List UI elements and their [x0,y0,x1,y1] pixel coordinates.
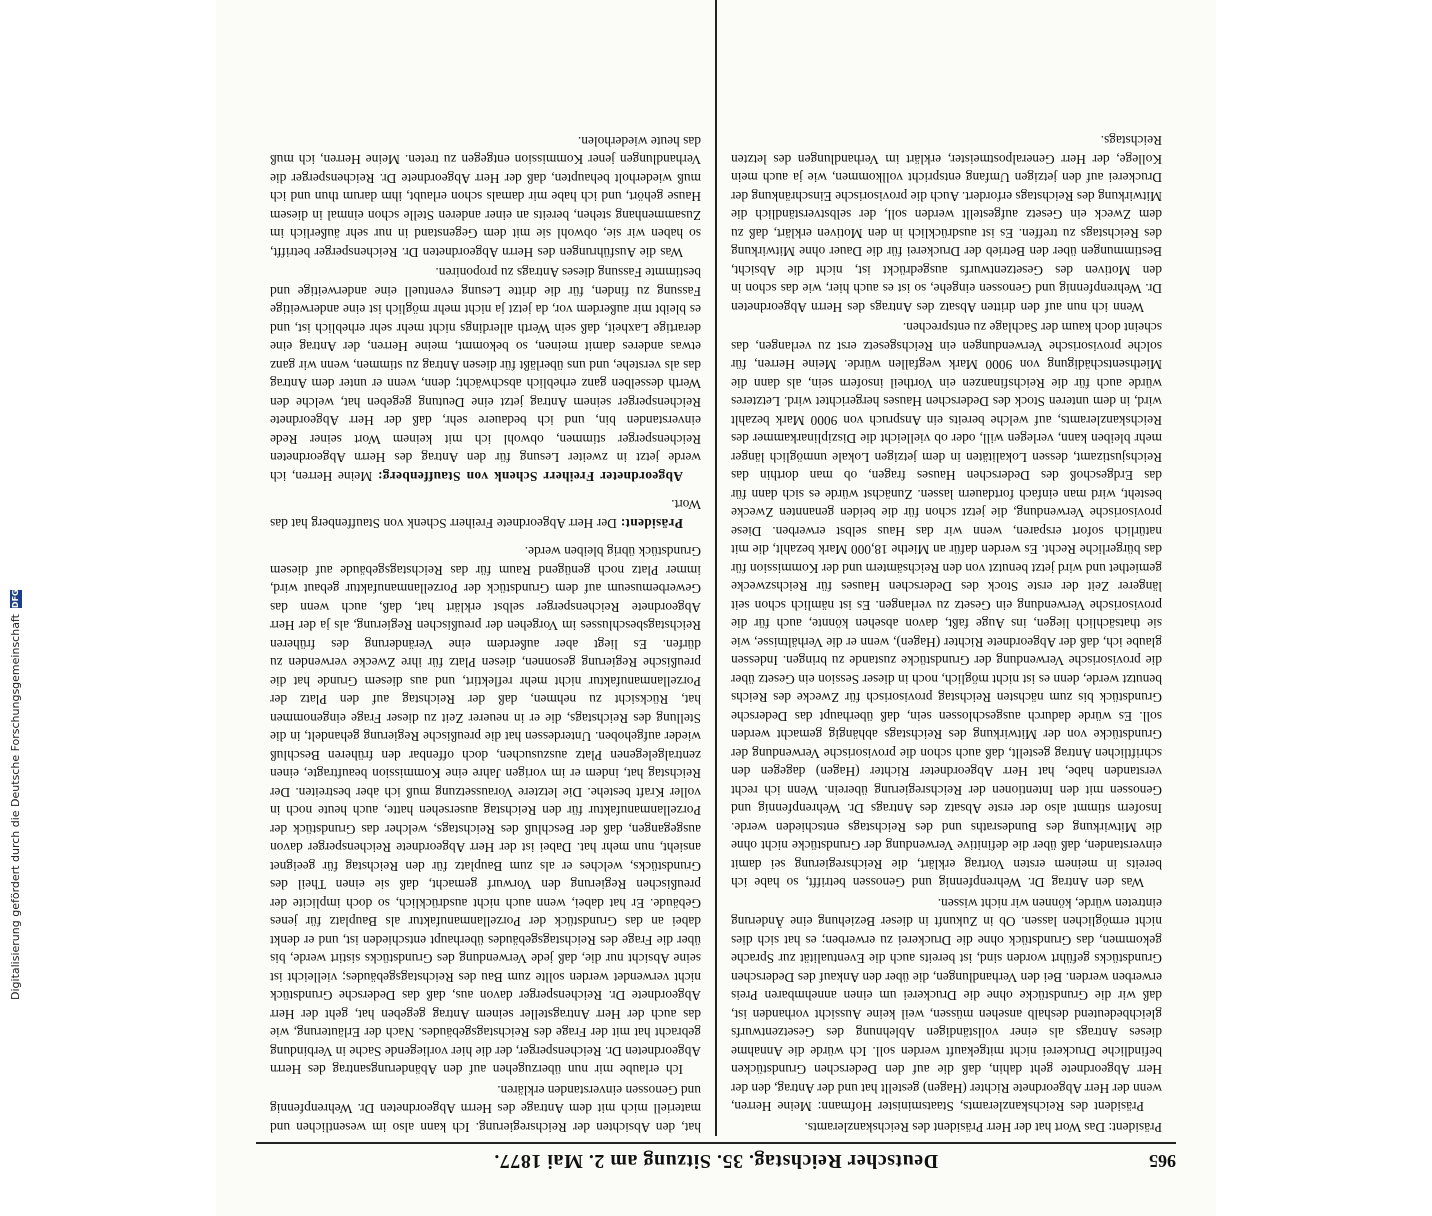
section-gap [270,485,701,493]
paragraph: Wenn ich nun auf den dritten Absatz des Antrags des Herrn Abgeordneten Dr. Wehrenpfennig und Genossen eingehe, so ist es auch hier, wie das schon in den Motiven des Gesetzentwurfs ausgedrückt ist, nicht die Absicht, Bestimmungen über den Betrieb der Druckerei für die Dauer ohne Mitwirkung des Reichstags zu treffen. Es ist ausdrücklich in den Motiven erklärt, daß zu dem Zweck ein Gesetz aufgestellt werden soll, der selbstverständlich die Mitwirkung des Reichstags erfordert. Auch die provisorische Einschränkung der Druckerei auf den jetzigen Umfang entspricht vollkommen, wie ja auch mein Kollege, der Herr Generalpostmeister, erklärt im Verhandlungen des letzten Reichstags. [731,133,1162,315]
speech-text: Der Herr Abgeordnete Freiherr Schenk von Stauffenberg hat das Wort. [270,497,701,531]
speech-paragraph [270,263,701,485]
paragraph: hat, den Absichten der Reichsregierung. Ich kann also im wesentlichen und materiell mich mit dem Antrage des Herrn Abgeordneten Dr. Wehrenpfennig und Genossen einverstanden erklären. [270,1083,701,1135]
digitization-credit [0,230,24,1000]
dfg-logo-icon: DFG [10,589,20,609]
section-gap [270,532,701,540]
speech-text: Meine Herren, ich werde jetzt in zweiter Lesung für den Antrag des Herrn Abgeordneten Reichensperger stimmen, obwohl ich mit keinem Wort seiner Rede einverstanden bin, und ich bedauere sehr, daß der Herr Abgeordnete Reichensperger seinem Antrag jetzt eine Deutung gegeben hat, welche den Werth desselben ganz erheblich abschwächt; denn, wenn er unter dem Antrag das als verstehe, und uns überläßt für diesen Antrag zu stimmen, wenn wir ganz etwas anderes damit meinen, so bekommt, meine Herren, der Antrag eine derartige Laxheit, daß sein Werth allerdings nicht mehr sehr erheblich ist, und es bleibt mir außerdem vor, da jetzt ja nicht mehr möglich ist eine anderweitige Fassung zu finden, für die dritte Lesung eventuell eine anderweitige und bestimmte Fassung dieses Antrags zu proponiren. [270,265,701,484]
speech-paragraph [270,495,701,532]
credit-text: Digitalisierung gefördert durch die Deutsche Forschungsgemeinschaft [9,614,22,1000]
speaker-name: Abgeordneter Freiherr Schenk von Stauffenberg: [377,469,683,484]
speaker-name: Präsident: [620,516,683,531]
page-number: 965 [1149,1151,1176,1172]
column-divider [715,0,717,1136]
paragraph: Präsident: Das Wort hat der Herr Präsident des Reichskanzleramts. [804,1120,1162,1135]
running-title: Deutscher Reichstag. 35. Sitzung am 2. Mai 1877. [493,1150,939,1173]
paragraph: Ich erlaube mir nun überzugehen auf den Abänderungsantrag des Herrn Abgeordneten Dr. Reichensperger, der die hier vorliegende Sache in Verbindung gebracht hat mit der Frage des Reichstagsgebäudes. Nach der Erläuterung, wie das auch der Herr Antragsteller seinem Antrag gegeben hat, geht der Herr Abgeordnete Dr. Reichensperger davon aus, daß das Dedersche Grundstück nicht verwendet werden sollte zum Bau des Reichstagsgebäudes; vielleicht ist seine Absicht nur die, daß jede Verwendung des Grundstücks sistirt werde, bis über die Frage des Reichstagsgebäudes überhaupt entschieden ist, und er denkt dabei an das Grundstück der Porzellanmanufaktur als Bauplatz für jenes Gebäude. Er hat dabei, wenn auch nicht ausdrücklich, so doch implicite der preußischen Regierung den Vorwurf gemacht, daß sie einen Theil des Grundstücks, welches er als zum Bauplatz für den Reichstag für geeignet ansieht, nun mehr hat. Dabei ist der Herr Abgeordnete Reichensperger davon ausgegangen, daß der Beschluß des Reichstags, welcher das Grundstück der Porzellanmanufaktur für den Reichstag ausersehen hatte, auch heute noch in voller Kraft bestehe. Die letztere Voraussetzung muß ich aber bestreiten. Der Reichstag hat, indem er im vorigen Jahre eine Kommission beauftragte, einen zentralgelegenen Platz auszusuchen, doch offenbar den früheren Beschluß wieder aufgehoben. Unterdessen hat die preußische Regierung gehandelt, in die Stellung des Reichstags, die er in neuerer Zeit zu dieser Frage eingenommen hat, Rücksicht zu nehmen, daß der Reichstag auf den Platz der Porzellanmanufaktur nicht mehr reflektirt, und aus diesem Grunde hat die preußische Regierung gesonnen, diesen Platz für ihre Zwecke verwenden zu dürfen. Es liegt aber außerdem eine Veränderung des früheren Reichstagsbeschlusses im Vorgehen der preußischen Regierung, als ja der Herr Abgeordnete Reichensperger selbst erklärt hat, daß, auch wenn das Gewerbemuseum auf dem Grundstück der Porzellanmanufaktur gebaut wird, immer Platz noch genügend Raum für das Reichstagsgebäude auf diesem Grundstück übrig bleiben werde. [270,544,701,1078]
paragraph: Was die Ausführungen des Herrn Abgeordneten Dr. Reichensperger betrifft, so haben wir sie, obwohl sie mit dem Gegenstand in nur sehr äußerlich im Zusammenhang stehen, bereits an einer anderen Stelle schon einmal in diesem Hause gehört, und ich habe mir damals schon erlaubt, ihm darum thun und ich muß wiederholt behaupten, daß der Herr Abgeordnete Dr. Reichensperger die Verhandlungen jener Kommission entgegen zu treten. Meine Herren, ich muß das heute wiederholen. [270,134,701,260]
rotated-document-page [216,0,1216,1216]
right-column [256,0,715,1136]
paragraph: Präsident des Reichskanzleramts, Staatsminister Hofmann: Meine Herren, wenn der Herr Abgeordnete Richter (Hagen) gestellt hat und der Antrag, den der Herr Abgeordnete geht dahin, daß die auf den Dederschen Grundstücken befindliche Druckerei nicht mitgekauft werden soll. Ich würde die Annahme dieses Antrags als einer vollständigen Ablehnung des Gesetzentwurfs gleichbedeutend deshalb ansehen müssen, weil keine Aussicht vorhanden ist, daß wir die Grundstücke ohne die Druckerei um einen annehmbaren Preis erwerben werden. Bei den Verhandlungen, die über den Ankauf des Dederschen Grundstücks geführt worden sind, ist bereits auch die Eventualität zur Sprache gekommen, das Grundstück ohne die Druckerei zu erwerben; es hat sich dies nicht ermöglichen lassen. Ob in Zukunft in dieser Beziehung eine Änderung eintreten würde, können wir nicht wissen. [731,896,1162,1115]
page-header [256,1142,1176,1178]
text-columns [256,0,1176,1136]
left-column [717,0,1176,1136]
credit-line [9,590,22,1000]
paragraph: Was den Antrag Dr. Wehrenpfennig und Genossen betrifft, so habe ich bereits in meinem ersten Vortrag erklärt, die Reichsregierung sei damit einverstanden, daß über die definitive Verwendung der Grundstücke nicht ohne die Mitwirkung des Bundesraths und des Reichstags entschieden werde. Insofern stimmt also der erste Absatz des Antrags Dr. Wehrenpfennig und Genossen mit den Intentionen der Reichsregierung überein. Wenn ich recht verstanden habe, hat Herr Abgeordneter Richter (Hagen) dagegen den schriftlichen Antrag gestellt, daß auch schon die provisorische Verwendung der Grundstücke von der Mitwirkung des Reichstags abhängig gemacht werden soll. Es würde dadurch ausgeschlossen sein, daß überhaupt das Dedersche Grundstück bis zum nächsten Reichstag provisorisch für Zwecke des Reichs benutzt werde, denn es ist nicht möglich, noch in dieser Session ein Gesetz über die provisorische Verwendung der Grundstücke zustande zu bringen. Indessen glaube ich, daß der Abgeordnete Richter (Hagen), wenn er die Verhältnisse, wie sie thatsächlich liegen, ins Auge faßt, davon absehen könnte, auch für die provisorische Verwendung ein Gesetz zu verlangen. Es ist nämlich schon seit längerer Zeit der erste Stock des Dederschen Hauses für Reichszwecke gemiethet und wird jetzt benutzt von den Reichsämtern und der Kommission für das bürgerliche Recht. Es werden dafür an Miethe 18,000 Mark bezahlt, die mit natürlich sofort ersparen, wenn wir das Haus selbst erwerben. Diese provisorische Verwendung, die jetzt schon für die beiden genannten Zwecke besteht, wird man einfach fortdauern lassen. Zunächst würde es sich dann für das Erdgeschoß des Dederschen Hauses fragen, ob man dorthin das Reichsjustizamt, dessen Lokalitäten in dem jetzigen Lokale unmöglich länger mehr bleiben kann, verlegen will, oder ob vielleicht die Disziplinarkammer des Reichskanzleramts, auf welche bereits ein Anspruch von 9000 Mark bezahlt wird, in dem unteren Stock des Dederschen Hauses hergerichtet wird. Letzteres würde auch für die Reichsfinanzen ein Vortheil insofern sein, als dann die Miethsentschädigung von 9000 Mark wegfallen würde. Meine Herren, für solche provisorische Verwendungen ein Reichsgesetz erst zu verlangen, das scheint doch kaum der Sachlage zu entsprechen. [730,320,1162,891]
